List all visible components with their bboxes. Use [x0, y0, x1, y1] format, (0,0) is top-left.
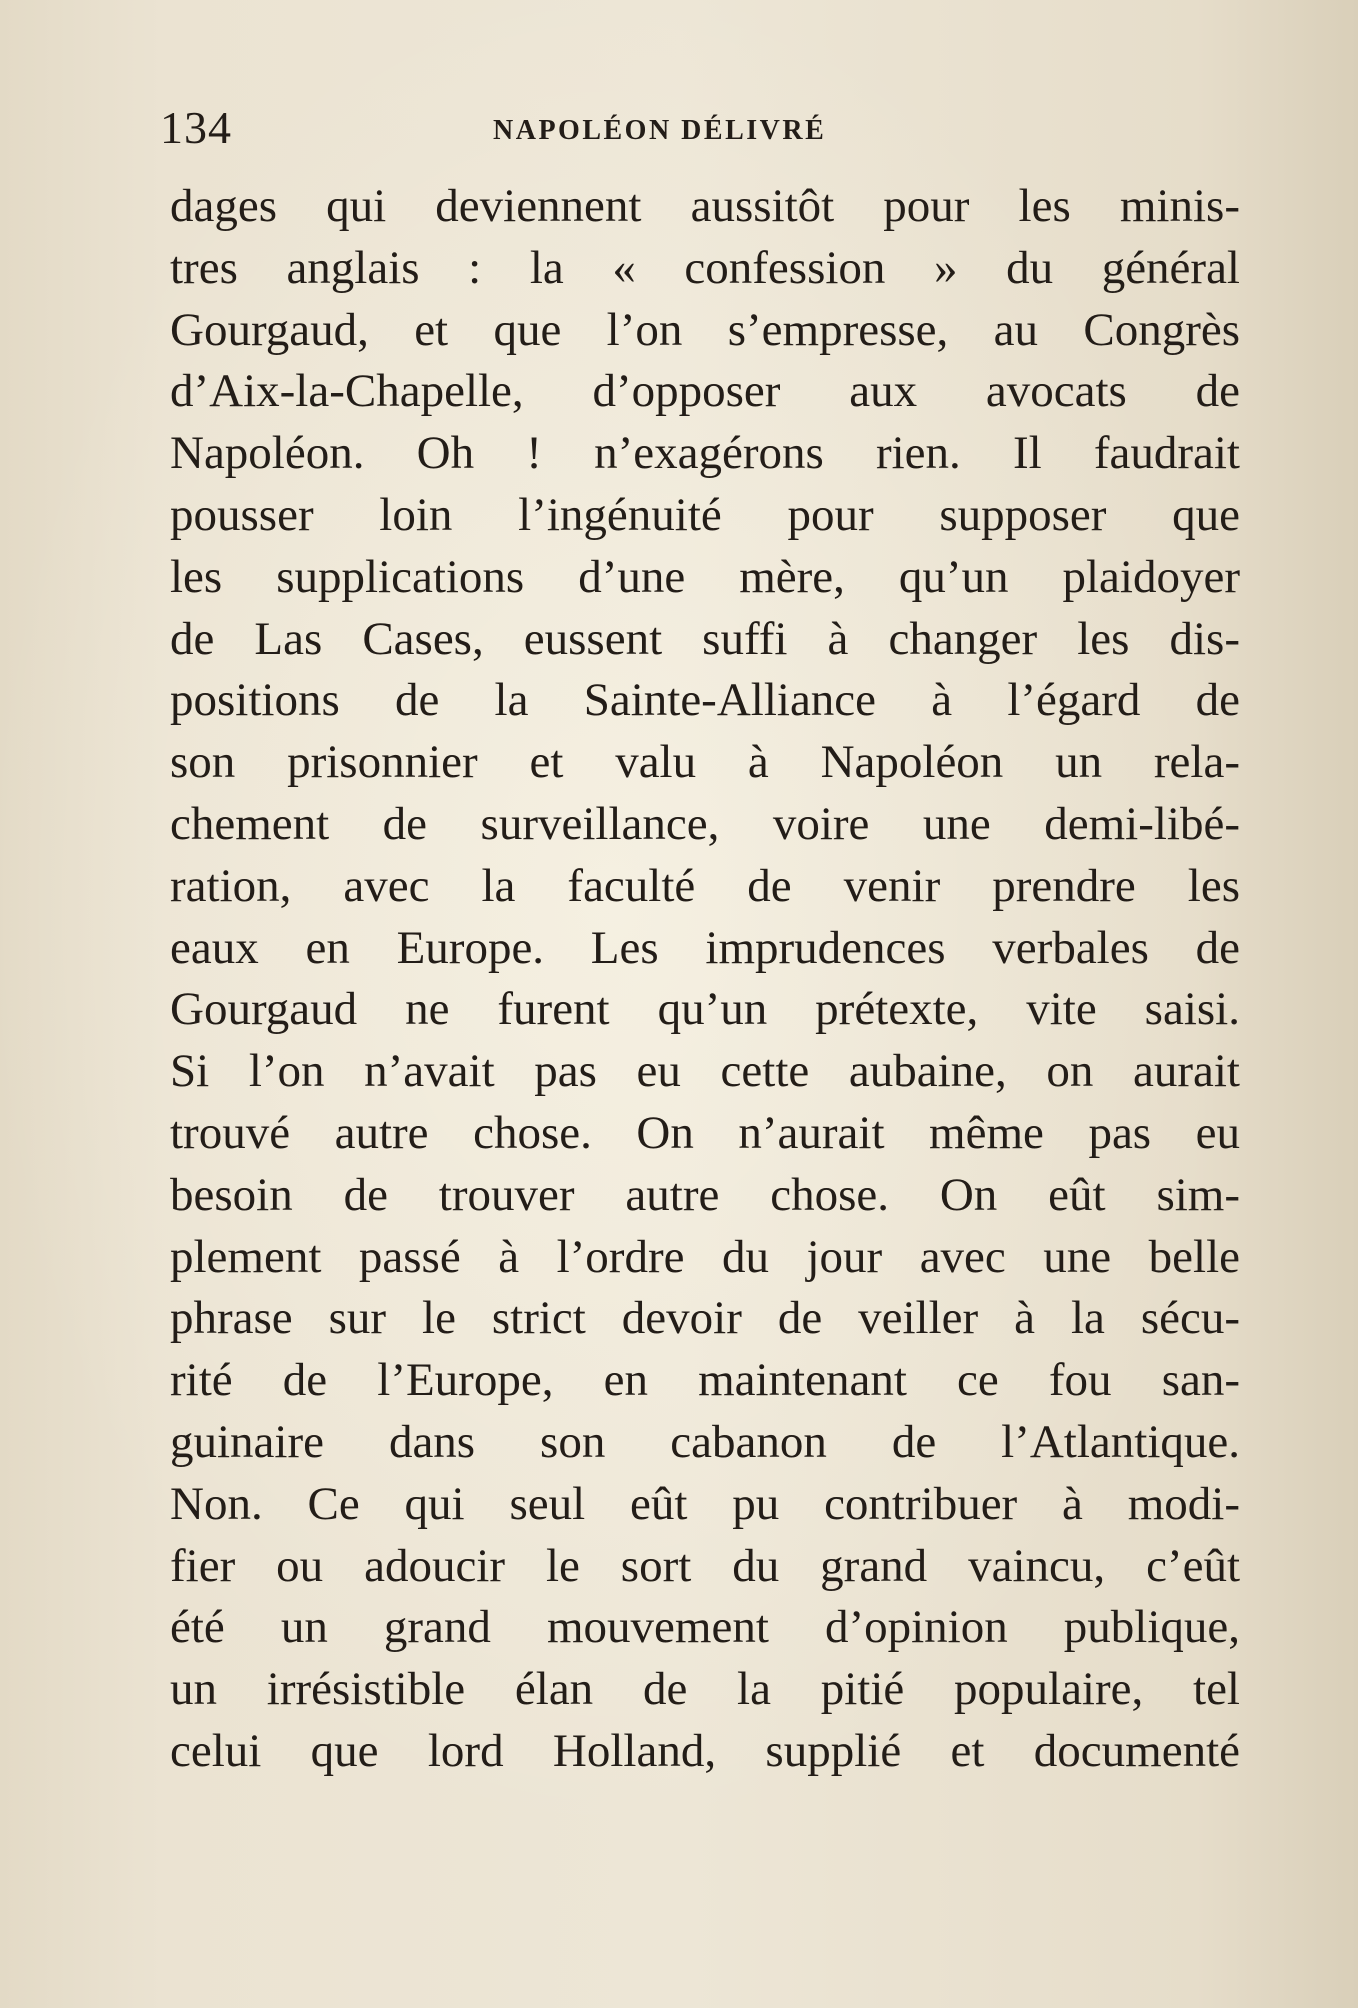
text-line: chement de surveillance, voire une demi-libé- [170, 797, 1240, 850]
text-line: rité de l’Europe, en maintenant ce fou san- [170, 1354, 1240, 1407]
text-line: d’Aix-la-Chapelle, d’opposer aux avocats de [170, 365, 1240, 418]
text-line: positions de la Sainte-Alliance à l’égard de [170, 674, 1240, 727]
text-line: fier ou adoucir le sort du grand vaincu, c’eût [170, 1539, 1240, 1592]
text-line: un irrésistible élan de la pitié populaire, tel [170, 1663, 1240, 1716]
text-line: trouvé autre chose. On n’aurait même pas eu [170, 1106, 1240, 1159]
text-line: Si l’on n’avait pas eu cette aubaine, on aurait [170, 1045, 1240, 1098]
text-line: ration, avec la faculté de venir prendre les [170, 859, 1240, 912]
text-line: eaux en Europe. Les imprudences verbales de [170, 921, 1240, 974]
text-line: tres anglais : la « confession » du général [170, 241, 1240, 294]
text-line: Non. Ce qui seul eût pu contribuer à modi- [170, 1477, 1240, 1530]
text-line: été un grand mouvement d’opinion publique, [170, 1601, 1240, 1654]
text-line: Napoléon. Oh ! n’exagérons rien. Il faudrait [170, 427, 1240, 480]
text-line: son prisonnier et valu à Napoléon un rela- [170, 736, 1240, 789]
text-line: les supplications d’une mère, qu’un plaidoyer [170, 550, 1240, 603]
text-line: de Las Cases, eussent suffi à changer les dis- [170, 612, 1240, 665]
text-line: Gourgaud, et que l’on s’empresse, au Congrès [170, 303, 1240, 356]
text-line: plement passé à l’ordre du jour avec une belle [170, 1230, 1240, 1283]
page-header [160, 103, 1240, 153]
text-line: pousser loin l’ingénuité pour supposer que [170, 488, 1240, 541]
running-title: NAPOLÉON DÉLIVRÉ [493, 115, 827, 146]
page-number: 134 [160, 102, 232, 153]
body-text [170, 176, 1240, 1783]
text-line: dages qui deviennent aussitôt pour les minis- [170, 180, 1240, 232]
text-line: phrase sur le strict devoir de veiller à la sécu- [170, 1292, 1240, 1345]
text-line: celui que lord Holland, supplié et documenté [170, 1724, 1240, 1777]
text-line: guinaire dans son cabanon de l’Atlantique. [170, 1415, 1240, 1468]
text-line: Gourgaud ne furent qu’un prétexte, vite saisi. [170, 983, 1240, 1036]
text-line: besoin de trouver autre chose. On eût sim- [170, 1168, 1240, 1221]
